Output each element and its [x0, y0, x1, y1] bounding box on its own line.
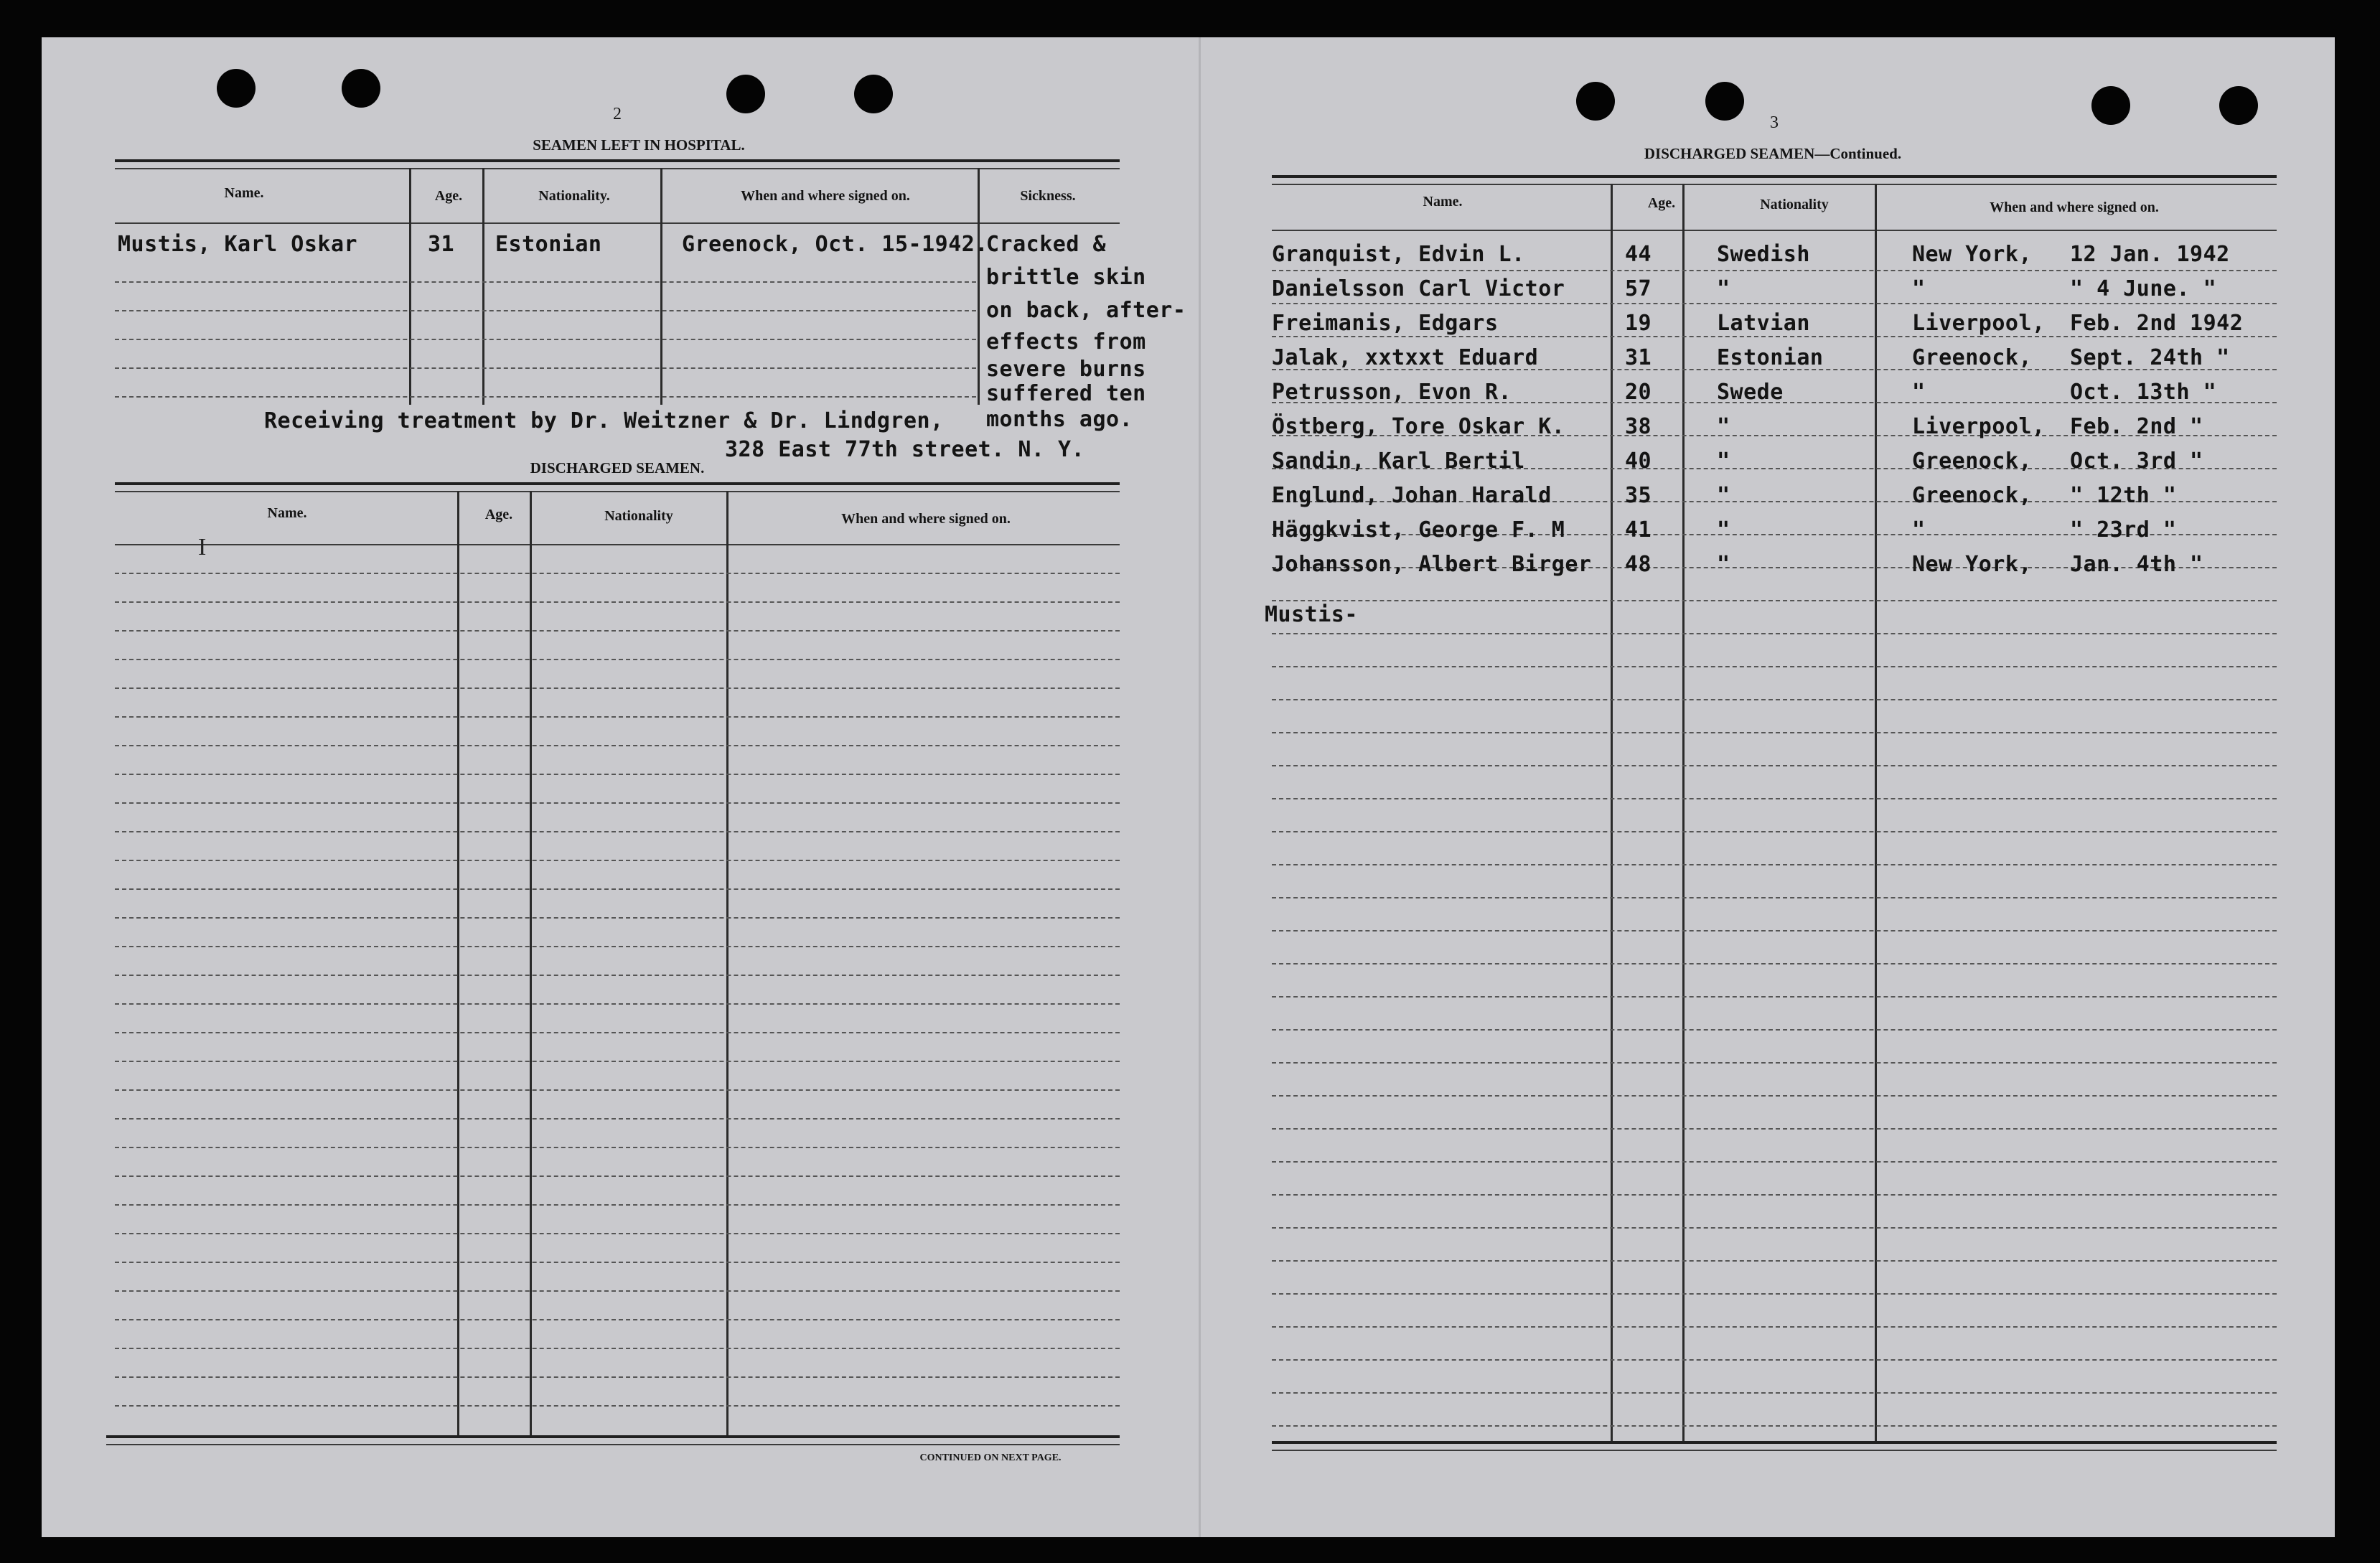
row-name: Johansson, Albert Birger [1272, 552, 1592, 577]
ruled-line [1272, 1227, 2277, 1229]
ruled-line [1272, 864, 2277, 865]
ruled-line [115, 573, 1120, 574]
row-place: Greenock, [1912, 345, 2033, 370]
row-place: Liverpool, [1912, 414, 2046, 439]
ruled-line [1272, 270, 2277, 271]
ruled-line [1272, 666, 2277, 667]
sickness-line: effects from [986, 329, 1146, 355]
treatment-address: 328 East 77th street. N. Y. [725, 437, 1085, 462]
col-header-signed-on: When and where signed on. [1990, 200, 2159, 215]
col-header-age: Age. [484, 507, 513, 522]
ruled-line [1272, 1029, 2277, 1031]
column-divider [1875, 184, 1877, 1441]
ruled-line [115, 1348, 1120, 1349]
sickness-line: brittle skin [986, 265, 1146, 290]
row-place: " [1912, 380, 1926, 405]
table-bottom-border [106, 1444, 1120, 1445]
row-age: 20 [1625, 380, 1652, 405]
row-nationality: " [1717, 414, 1730, 439]
ruled-line [115, 975, 1120, 976]
sickness-line: suffered ten [986, 381, 1146, 406]
column-divider [457, 491, 459, 1435]
ruled-line [1272, 897, 2277, 898]
handwritten-mark: I [198, 534, 207, 560]
ruled-line [1272, 1425, 2277, 1427]
hospital-name: Mustis, Karl Oskar [118, 232, 358, 257]
row-place: " [1912, 276, 1926, 301]
col-header-signed-on: When and where signed on. [741, 188, 910, 204]
section-title-discharged-continued: DISCHARGED SEAMEN—Continued. [1644, 145, 1902, 162]
ruled-line [115, 1233, 1120, 1234]
ruled-line [115, 1147, 1120, 1148]
punch-hole [342, 69, 380, 108]
row-name: Englund, Johan Harald [1272, 483, 1552, 508]
row-name: Granquist, Edvin L. [1272, 242, 1525, 267]
column-divider [409, 168, 411, 405]
column-divider [660, 168, 662, 405]
column-divider [1611, 184, 1613, 1441]
table-top-border [115, 159, 1120, 162]
row-date: " 12th " [2070, 483, 2177, 508]
ruled-line [115, 831, 1120, 832]
ruled-line [1272, 732, 2277, 733]
table-top-border [115, 482, 1120, 485]
row-age: 19 [1625, 311, 1652, 336]
ruled-line [115, 946, 1120, 947]
ruled-line [1272, 930, 2277, 931]
ruled-line [1272, 1359, 2277, 1361]
hospital-nationality: Estonian [495, 232, 602, 257]
row-date: Feb. 2nd 1942 [2070, 311, 2244, 336]
row-name: Jalak, xxtxxt Eduard [1272, 345, 1539, 370]
row-name: Danielsson Carl Victor [1272, 276, 1565, 301]
ruled-line [115, 1204, 1120, 1206]
ruled-line [1272, 798, 2277, 799]
row-date: Jan. 4th " [2070, 552, 2203, 577]
ruled-line [1272, 1161, 2277, 1163]
punch-hole [217, 69, 256, 108]
ruled-line [115, 1089, 1120, 1091]
row-name: Petrusson, Evon R. [1272, 380, 1512, 405]
ruled-line [1272, 1392, 2277, 1394]
row-nationality: " [1717, 517, 1730, 543]
treatment-note: Receiving treatment by Dr. Weitzner & Dr. Lindgren, [264, 408, 944, 433]
ruled-line [1272, 699, 2277, 700]
row-place: Greenock, [1912, 449, 2033, 474]
ruled-line [1272, 336, 2277, 337]
ruled-line [1272, 1260, 2277, 1262]
row-date: 12 Jan. 1942 [2070, 242, 2230, 267]
row-nationality: Swede [1717, 380, 1784, 405]
row-age: 57 [1625, 276, 1652, 301]
ruled-line [1272, 633, 2277, 634]
ruled-line [115, 1061, 1120, 1062]
punch-hole [1705, 82, 1744, 121]
ruled-line [115, 630, 1120, 632]
ruled-line [115, 917, 1120, 919]
ruled-line [1272, 765, 2277, 766]
ruled-line [1272, 1062, 2277, 1064]
ruled-line [115, 1405, 1120, 1407]
ruled-line [115, 659, 1120, 660]
table-top-border [1272, 175, 2277, 178]
ruled-line [115, 1262, 1120, 1263]
ruled-line [1272, 1128, 2277, 1130]
header-divider [115, 222, 1120, 224]
table-bottom-border [1272, 1450, 2277, 1451]
ruled-line [115, 687, 1120, 689]
row-place: New York, [1912, 242, 2033, 267]
ruled-line [115, 774, 1120, 775]
row-name: Östberg, Tore Oskar K. [1272, 414, 1565, 439]
column-divider [482, 168, 484, 405]
row-date: Feb. 2nd " [2070, 414, 2203, 439]
ruled-line [115, 1003, 1120, 1005]
extra-entry: Mustis- [1265, 602, 1358, 627]
sickness-line: months ago. [986, 407, 1133, 432]
row-name: Freimanis, Edgars [1272, 311, 1499, 336]
col-header-age: Age. [434, 188, 463, 204]
ruled-line [115, 396, 976, 398]
table-top-border [1272, 184, 2277, 185]
row-age: 44 [1625, 242, 1652, 267]
row-date: Oct. 13th " [2070, 380, 2217, 405]
ruled-line [115, 339, 976, 340]
ruled-line [115, 601, 1120, 603]
row-age: 38 [1625, 414, 1652, 439]
ruled-line [115, 1032, 1120, 1033]
row-place: Liverpool, [1912, 311, 2046, 336]
row-nationality: " [1717, 276, 1730, 301]
ruled-line [115, 281, 976, 283]
table-top-border [115, 491, 1120, 492]
col-header-name: Name. [267, 505, 307, 521]
row-nationality: Estonian [1717, 345, 1824, 370]
row-nationality: " [1717, 449, 1730, 474]
row-name: Häggkvist, George F. M [1272, 517, 1565, 543]
ruled-line [1272, 303, 2277, 304]
ruled-line [1272, 1326, 2277, 1328]
row-age: 35 [1625, 483, 1652, 508]
col-header-nationality: Nationality [604, 508, 673, 524]
section-title-hospital: SEAMEN LEFT IN HOSPITAL. [533, 136, 745, 154]
row-age: 40 [1625, 449, 1652, 474]
row-place: Greenock, [1912, 483, 2033, 508]
hospital-signed-on: Greenock, Oct. 15-1942. [682, 232, 988, 257]
ruled-line [115, 310, 976, 311]
row-date: Oct. 3rd " [2070, 449, 2203, 474]
row-nationality: Swedish [1717, 242, 1810, 267]
ruled-line [115, 1175, 1120, 1177]
ruled-line [115, 1118, 1120, 1120]
punch-hole [2091, 86, 2130, 125]
punch-hole [2219, 86, 2258, 125]
ruled-line [1272, 1194, 2277, 1196]
row-place: " [1912, 517, 1926, 543]
ruled-line [1272, 600, 2277, 601]
row-date: " 4 June. " [2070, 276, 2217, 301]
ruled-line [1272, 963, 2277, 964]
punch-hole [726, 75, 765, 113]
row-age: 31 [1625, 345, 1652, 370]
row-name: Sandin, Karl Bertil [1272, 449, 1525, 474]
column-divider [530, 491, 532, 1435]
row-place: New York, [1912, 552, 2033, 577]
ruled-line [115, 716, 1120, 718]
row-nationality: Latvian [1717, 311, 1810, 336]
row-age: 41 [1625, 517, 1652, 543]
col-header-name: Name. [224, 185, 264, 201]
page-fold [1199, 37, 1201, 1537]
ruled-line [1272, 1293, 2277, 1295]
row-date: " 23rd " [2070, 517, 2177, 543]
sickness-line: severe burns [986, 357, 1146, 382]
col-header-sickness: Sickness. [1020, 188, 1076, 204]
col-header-nationality: Nationality [1760, 197, 1829, 212]
table-bottom-border [1272, 1441, 2277, 1444]
column-divider [726, 491, 728, 1435]
row-nationality: " [1717, 483, 1730, 508]
ruled-line [115, 888, 1120, 890]
continued-footer: CONTINUED ON NEXT PAGE. [919, 1452, 1062, 1463]
row-date: Sept. 24th " [2070, 345, 2230, 370]
page-number: 2 [613, 105, 622, 123]
ruled-line [115, 802, 1120, 804]
ruled-line [1272, 1095, 2277, 1097]
punch-hole [1576, 82, 1615, 121]
column-divider [1682, 184, 1685, 1441]
header-divider [1272, 230, 2277, 231]
header-divider [115, 544, 1120, 545]
column-divider [978, 168, 980, 405]
ruled-line [115, 1319, 1120, 1320]
row-nationality: " [1717, 552, 1730, 577]
ruled-line [115, 1290, 1120, 1292]
col-header-nationality: Nationality. [538, 188, 610, 204]
ruled-line [115, 367, 976, 369]
sickness-line: on back, after- [986, 298, 1186, 323]
page-number: 3 [1770, 113, 1779, 132]
ruled-line [115, 745, 1120, 746]
row-age: 48 [1625, 552, 1652, 577]
table-bottom-border [106, 1435, 1120, 1438]
col-header-age: Age. [1647, 195, 1676, 211]
col-header-name: Name. [1423, 194, 1463, 210]
table-top-border [115, 168, 1120, 169]
ruled-line [1272, 996, 2277, 998]
ruled-line [115, 860, 1120, 861]
sickness-line: Cracked & [986, 232, 1107, 257]
hospital-age: 31 [428, 232, 455, 257]
punch-hole [854, 75, 893, 113]
section-title-discharged: DISCHARGED SEAMEN. [530, 459, 705, 477]
ruled-line [115, 1376, 1120, 1378]
ruled-line [1272, 831, 2277, 832]
col-header-signed-on: When and where signed on. [841, 511, 1011, 527]
